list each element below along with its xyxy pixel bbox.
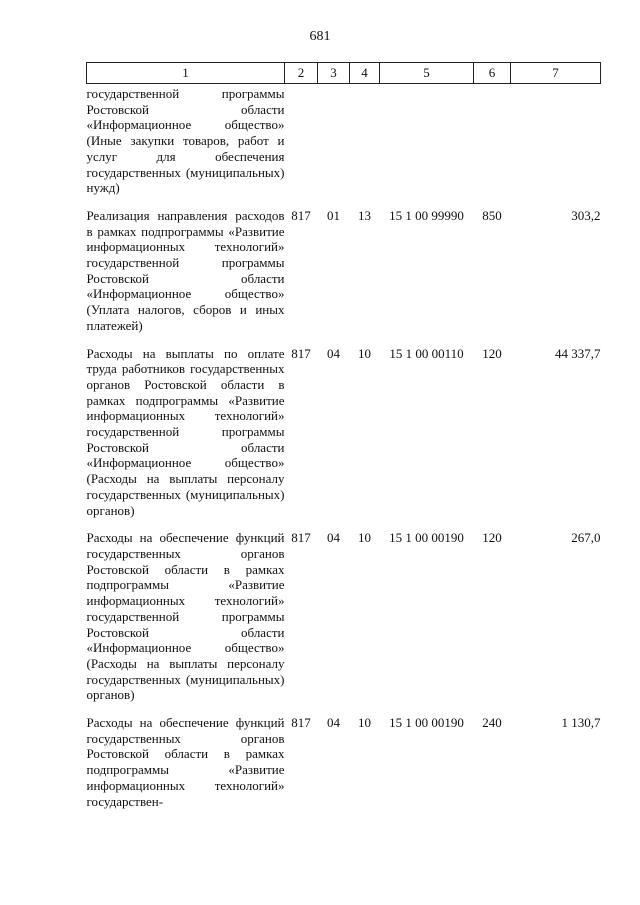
row-ministry bbox=[285, 84, 318, 196]
row-description: Расходы на выплаты по оплате труда работников государственных органов Ростовской области в рамках подпрограммы «Развитие информационных технологий» государственной программы Ростовской области «Информационное общество» (Расходы на выплаты персоналу государственных (муниципальных) органов) bbox=[86, 345, 285, 518]
row-expense-type: 850 bbox=[482, 207, 502, 223]
col-header-6: 6 bbox=[474, 63, 511, 84]
col-header-4: 4 bbox=[350, 63, 380, 84]
row-target-article: 15 1 00 99990 bbox=[389, 207, 464, 223]
row-ministry: 817 bbox=[291, 715, 311, 731]
row-section: 04 bbox=[327, 715, 340, 731]
row-description: Расходы на обеспечение функций государственных органов Ростовской области в рамках подпрограммы «Развитие информационных технологий» государствен- bbox=[86, 715, 285, 809]
row-expense-type: 240 bbox=[482, 715, 502, 731]
page-number: 681 bbox=[309, 29, 331, 44]
row-expense-type bbox=[474, 84, 511, 196]
row-subsection: 10 bbox=[358, 715, 371, 731]
table-row bbox=[87, 518, 601, 703]
row-description: Реализация направления расходов в рамках подпрограммы «Развитие информационных технологий» государственной программы Ростовской области «Информационное общество» (Уплата налогов, сборов и иных платежей) bbox=[86, 207, 285, 333]
row-expense-type: 120 bbox=[482, 345, 502, 361]
row-amount: 303,2 bbox=[571, 207, 601, 223]
row-target-article: 15 1 00 00190 bbox=[389, 530, 464, 546]
row-subsection: 13 bbox=[358, 207, 371, 223]
col-header-1: 1 bbox=[87, 63, 285, 84]
row-section: 04 bbox=[327, 530, 340, 546]
row-ministry: 817 bbox=[291, 345, 311, 361]
row-amount: 1 130,7 bbox=[561, 715, 601, 731]
table-row bbox=[87, 196, 601, 334]
row-description: государственной программы Ростовской области «Информационное общество» (Иные закупки товаров, работ и услуг для обеспечения государственных (муниципальных) нужд) bbox=[86, 86, 285, 196]
col-header-5: 5 bbox=[380, 63, 474, 84]
row-target-article bbox=[380, 84, 474, 196]
row-description: Расходы на обеспечение функций государственных органов Ростовской области в рамках подпрограммы «Развитие информационных технологий» государственной программы Ростовской области «Информационное общество» (Расходы на выплаты персоналу государственных (муниципальных) органов) bbox=[86, 530, 285, 703]
row-ministry: 817 bbox=[291, 207, 311, 223]
col-header-3: 3 bbox=[318, 63, 350, 84]
row-expense-type: 120 bbox=[482, 530, 502, 546]
table-row bbox=[87, 703, 601, 809]
row-target-article: 15 1 00 00110 bbox=[389, 345, 464, 361]
row-section bbox=[318, 84, 350, 196]
table-row bbox=[87, 334, 601, 519]
col-header-7: 7 bbox=[511, 63, 601, 84]
row-amount: 44 337,7 bbox=[555, 345, 601, 361]
row-section: 04 bbox=[327, 345, 340, 361]
row-subsection: 10 bbox=[358, 345, 371, 361]
row-subsection bbox=[350, 84, 380, 196]
col-header-2: 2 bbox=[285, 63, 318, 84]
row-subsection: 10 bbox=[358, 530, 371, 546]
row-amount: 267,0 bbox=[571, 530, 601, 546]
row-ministry: 817 bbox=[291, 530, 311, 546]
budget-table bbox=[86, 62, 601, 809]
row-section: 01 bbox=[327, 207, 340, 223]
row-amount bbox=[511, 84, 601, 196]
row-target-article: 15 1 00 00190 bbox=[389, 715, 464, 731]
table-row bbox=[87, 84, 601, 196]
column-number-header bbox=[87, 63, 601, 84]
